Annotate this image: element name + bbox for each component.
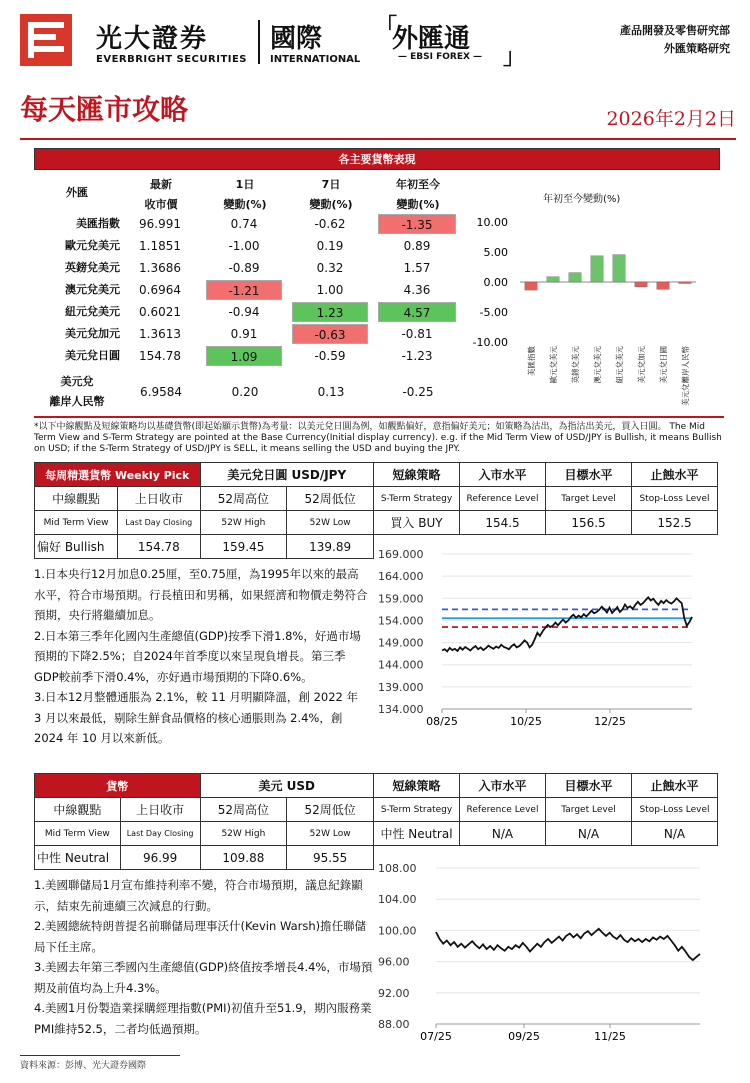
value-cell: 6.9584 bbox=[140, 385, 182, 399]
view-value: 偏好 Bullish bbox=[35, 535, 118, 559]
x-tick-label: 08/25 bbox=[426, 715, 458, 728]
x-tick-label: 美元兌離岸人民幣 bbox=[681, 346, 690, 406]
usdjpy-line-chart bbox=[374, 544, 714, 734]
low-header-en: 52W Low bbox=[287, 822, 374, 846]
commentary-point: 3.日本12月整體通脹為 2.1%，較 11 月明顯降溫，創 2022 年 3 月以來最低，剔除生鮮食品價格的核心通脹則為 2.4%，創2024 年 10 月以來新低。 bbox=[34, 690, 358, 745]
bar bbox=[635, 282, 647, 287]
stop-header-en: Stop-Loss Level bbox=[632, 487, 718, 511]
value-cell: 0.32 bbox=[316, 261, 344, 275]
view-header-en: Mid Term View bbox=[35, 822, 121, 846]
bar bbox=[679, 282, 691, 284]
currency-name: 美匯指數 bbox=[76, 217, 120, 230]
y-tick-label: 154.000 bbox=[378, 614, 424, 628]
value-cell: 1.23 bbox=[292, 302, 368, 322]
disclaimer-note: *以下中線觀點及短線策略均以基礎貨幣(即起始顯示貨幣)為考量：以美元兌日圓為例，如觀點偏好，意指偏好美元；如策略為沽出，為指沽出美元，買入日圓。 The Mid Term View and S-Term Strategy are pointed at the Base Currency(Initial display currency). e.g. if the Mid Term View of USD/JPY is Bullish, it means Bullish on USD; if the S-Term Strategy of USD/JPY is SELL, it means selling the USD and buying the JPY. bbox=[34, 422, 722, 454]
y-tick-label: -5.00 bbox=[479, 306, 508, 319]
performance-row bbox=[34, 280, 464, 300]
pick-currency-pair: 美元兌日圓 USD/JPY bbox=[200, 463, 374, 487]
view-value: 中性 Neutral bbox=[35, 846, 121, 870]
commentary-point: 1.日本央行12月加息0.25厘，至0.75厘，為1995年以來的最高水平，符合市場預期。行長植田和男稱，如果經濟和物價走勢符合預期，央行將繼續加息。 bbox=[34, 567, 368, 622]
everbright-logo-icon bbox=[20, 14, 72, 66]
strategy-header-en: S-Term Strategy bbox=[374, 487, 460, 511]
high-header-en: 52W High bbox=[200, 511, 287, 535]
bar bbox=[591, 256, 603, 282]
value-cell: 0.13 bbox=[317, 385, 345, 399]
data-source: 資料來源：彭博、光大證券國際 bbox=[20, 1061, 147, 1071]
y-tick-label: 149.000 bbox=[378, 636, 424, 650]
last-header-en: Last Day Closing bbox=[118, 511, 200, 535]
bar bbox=[657, 282, 669, 289]
brand-name-en: EVERBRIGHT SECURITIES bbox=[96, 54, 248, 65]
view-header: 中線觀點 bbox=[35, 487, 118, 511]
view-header-en: Mid Term View bbox=[35, 511, 118, 535]
report-date: 2026年2月2日 bbox=[606, 108, 736, 130]
strategy-value: 中性 Neutral bbox=[374, 822, 460, 846]
col-7d-sub: 變動(%) bbox=[309, 198, 353, 211]
ytd-chart-title: 年初至今變動(%) bbox=[543, 194, 621, 205]
last-header-en: Last Day Closing bbox=[120, 822, 200, 846]
x-tick-label: 美元兌日圓 bbox=[659, 346, 668, 384]
currency-name: 美元兌日圓 bbox=[65, 349, 120, 362]
strategy-header-en: S-Term Strategy bbox=[374, 798, 460, 822]
bracket-left: 「 bbox=[375, 15, 398, 40]
strategy-value: 買入 BUY bbox=[374, 511, 460, 535]
value-cell: 0.19 bbox=[316, 239, 344, 253]
value-cell: -0.94 bbox=[228, 305, 260, 319]
stop-value: 152.5 bbox=[632, 511, 718, 535]
y-tick-label: 0.00 bbox=[483, 276, 508, 289]
low-value: 95.55 bbox=[287, 846, 374, 870]
value-cell: 1.3686 bbox=[139, 261, 181, 275]
x-tick-label: 紐元兌美元 bbox=[615, 346, 624, 384]
entry-value: N/A bbox=[460, 822, 546, 846]
entry-header-en: Reference Level bbox=[460, 487, 546, 511]
value-cell: 1.09 bbox=[206, 346, 282, 366]
ytd-bar-chart bbox=[470, 206, 700, 410]
x-tick-label: 07/25 bbox=[420, 1030, 452, 1043]
value-cell: 4.36 bbox=[403, 283, 431, 297]
col-1d: 1日 bbox=[235, 178, 255, 191]
stop-value: N/A bbox=[632, 822, 718, 846]
intl-label: 國際 bbox=[270, 24, 323, 54]
stop-header-en: Stop-Loss Level bbox=[632, 798, 718, 822]
y-tick-label: 169.000 bbox=[378, 548, 424, 561]
page-title: 每天匯市攻略 bbox=[20, 93, 189, 126]
y-tick-label: 104.00 bbox=[378, 893, 417, 907]
value-cell: 96.991 bbox=[139, 217, 181, 231]
currency-name: 澳元兌美元 bbox=[65, 283, 120, 296]
entry-header-en: Reference Level bbox=[460, 798, 546, 822]
x-tick-label: 10/25 bbox=[510, 715, 542, 728]
x-tick-label: 11/25 bbox=[594, 1030, 626, 1043]
bar bbox=[569, 273, 581, 282]
department-subtitle: 外匯策略研究 bbox=[664, 42, 730, 55]
value-cell: 0.20 bbox=[231, 385, 259, 399]
value-cell: 0.89 bbox=[403, 239, 431, 253]
y-tick-label: 96.00 bbox=[378, 955, 410, 969]
bar bbox=[525, 282, 537, 290]
high-header-en: 52W High bbox=[200, 822, 287, 846]
currency-name: 英鎊兌美元 bbox=[65, 261, 120, 274]
x-tick-label: 09/25 bbox=[508, 1030, 540, 1043]
usd-index-line-chart bbox=[374, 856, 714, 1050]
stop-header: 止蝕水平 bbox=[632, 463, 718, 487]
col-latest-sub: 收市價 bbox=[144, 198, 178, 211]
last-value: 154.78 bbox=[118, 535, 200, 559]
weekly-pick-label: 每周精選貨幣 Weekly Pick bbox=[35, 463, 201, 487]
bracket-right: 」 bbox=[503, 45, 526, 70]
usd-currency: 美元 USD bbox=[200, 774, 373, 798]
value-cell: -0.62 bbox=[314, 217, 346, 231]
price-line bbox=[442, 597, 692, 651]
low-value: 139.89 bbox=[287, 535, 374, 559]
price-line bbox=[436, 929, 700, 960]
commentary-point: 3.美國去年第三季國內生產總值(GDP)終值按季增長4.4%，市場預期及前值均為上升4.3%。 bbox=[34, 960, 373, 995]
performance-row bbox=[34, 236, 464, 256]
value-cell: -0.25 bbox=[402, 385, 434, 399]
y-tick-label: 88.00 bbox=[378, 1018, 410, 1031]
pick1-commentary bbox=[34, 564, 368, 749]
department-name: 產品開發及零售研究部 bbox=[620, 24, 730, 37]
forex-product-name: 外匯通 bbox=[392, 24, 471, 54]
low-header-en: 52W Low bbox=[287, 511, 374, 535]
performance-header: 各主要貨幣表現 bbox=[34, 148, 720, 170]
target-header: 目標水平 bbox=[546, 463, 632, 487]
commentary-point: 4.美國1月份製造業採購經理指數(PMI)初值升至51.9，期內服務業PMI維持52.5，二者均低過預期。 bbox=[34, 1001, 372, 1036]
target-value: N/A bbox=[546, 822, 632, 846]
y-tick-label: 5.00 bbox=[483, 246, 508, 259]
target-header: 目標水平 bbox=[546, 774, 632, 798]
target-header-en: Target Level bbox=[546, 487, 632, 511]
value-cell: 1.1851 bbox=[139, 239, 181, 253]
last-header: 上日收市 bbox=[118, 487, 200, 511]
y-tick-label: 164.000 bbox=[378, 570, 424, 584]
value-cell: -1.35 bbox=[378, 214, 456, 234]
bar bbox=[547, 277, 559, 282]
y-tick-label: 100.00 bbox=[378, 924, 417, 938]
y-tick-label: 134.000 bbox=[378, 703, 424, 716]
value-cell: 1.3613 bbox=[139, 327, 181, 341]
value-cell: -1.21 bbox=[206, 280, 282, 300]
high-header: 52周高位 bbox=[200, 798, 287, 822]
strategy-header: 短線策略 bbox=[374, 463, 460, 487]
footer-rule bbox=[20, 1055, 180, 1056]
intl-label-en: INTERNATIONAL bbox=[270, 54, 361, 65]
currency-name: 歐元兌美元 bbox=[65, 239, 120, 252]
currency-label: 貨幣 bbox=[35, 774, 201, 798]
y-tick-label: 92.00 bbox=[378, 986, 410, 1000]
value-cell: -1.23 bbox=[401, 349, 433, 363]
value-cell: 0.6021 bbox=[139, 305, 181, 319]
value-cell: 0.74 bbox=[230, 217, 258, 231]
value-cell: -0.81 bbox=[401, 327, 433, 341]
entry-header: 入市水平 bbox=[460, 774, 546, 798]
value-cell: -1.00 bbox=[228, 239, 260, 253]
low-header: 52周低位 bbox=[287, 798, 374, 822]
performance-row bbox=[34, 214, 464, 234]
target-header-en: Target Level bbox=[546, 798, 632, 822]
entry-value: 154.5 bbox=[460, 511, 546, 535]
col-ytd: 年初至今 bbox=[396, 178, 440, 191]
col-7d: 7日 bbox=[321, 178, 341, 191]
section-divider bbox=[34, 416, 724, 418]
performance-row bbox=[34, 324, 464, 344]
performance-table bbox=[34, 172, 464, 412]
commentary-point: 2.日本第三季年化國內生產總值(GDP)按季下滑1.8%，好過市場預期的下降2.5%；自2024年首季度以來呈現負增長。第三季GDP較前季下滑0.4%，亦好過市場預期的下降0.6%。 bbox=[34, 628, 361, 684]
target-value: 156.5 bbox=[546, 511, 632, 535]
performance-row bbox=[34, 258, 464, 278]
y-tick-label: 108.00 bbox=[378, 862, 417, 875]
value-cell: 154.78 bbox=[139, 349, 181, 363]
forex-product-name-en: — EBSI FOREX — bbox=[398, 52, 483, 62]
value-cell: 1.00 bbox=[316, 283, 344, 297]
last-value: 96.99 bbox=[120, 846, 200, 870]
x-tick-label: 美匯指數 bbox=[527, 346, 536, 376]
pick2-commentary bbox=[34, 875, 374, 1039]
header-divider bbox=[258, 20, 260, 64]
value-cell: -0.63 bbox=[292, 324, 368, 344]
brand-name: 光大證券 bbox=[96, 24, 209, 54]
value-cell: 0.6964 bbox=[139, 283, 181, 297]
commentary-point: 2.美國總統特朗普提名前聯儲局理事沃什(Kevin Warsh)擔任聯儲局下任主席。 bbox=[34, 919, 367, 954]
x-tick-label: 澳元兌美元 bbox=[593, 346, 602, 384]
entry-header: 入市水平 bbox=[460, 463, 546, 487]
col-forex: 外匯 bbox=[66, 186, 88, 199]
value-cell: -0.89 bbox=[228, 261, 260, 275]
x-tick-label: 英鎊兌美元 bbox=[571, 346, 580, 384]
x-tick-label: 美元兌加元 bbox=[637, 346, 646, 384]
currency-name: 美元兌 離岸人民幣 bbox=[49, 375, 105, 408]
value-cell: 1.57 bbox=[403, 261, 431, 275]
y-tick-label: 10.00 bbox=[476, 216, 508, 229]
currency-name: 紐元兌美元 bbox=[65, 305, 120, 318]
col-latest: 最新 bbox=[150, 178, 172, 191]
performance-row bbox=[34, 346, 464, 366]
y-tick-label: 144.000 bbox=[378, 658, 424, 672]
value-cell: 4.57 bbox=[378, 302, 456, 322]
performance-row bbox=[34, 302, 464, 322]
x-tick-label: 12/25 bbox=[594, 715, 626, 728]
high-value: 159.45 bbox=[200, 535, 287, 559]
last-header: 上日收市 bbox=[120, 798, 200, 822]
performance-row bbox=[34, 372, 464, 412]
bar bbox=[613, 255, 625, 282]
stop-header: 止蝕水平 bbox=[632, 774, 718, 798]
currency-name: 美元兌加元 bbox=[65, 327, 120, 340]
col-ytd-sub: 變動(%) bbox=[396, 198, 440, 211]
high-header: 52周高位 bbox=[200, 487, 287, 511]
low-header: 52周低位 bbox=[287, 487, 374, 511]
col-1d-sub: 變動(%) bbox=[223, 198, 267, 211]
high-value: 109.88 bbox=[200, 846, 287, 870]
y-tick-label: 159.000 bbox=[378, 592, 424, 606]
strategy-header: 短線策略 bbox=[374, 774, 460, 798]
header-rule bbox=[20, 138, 736, 140]
view-header: 中線觀點 bbox=[35, 798, 121, 822]
y-tick-label: -10.00 bbox=[472, 336, 508, 349]
y-tick-label: 139.000 bbox=[378, 680, 424, 694]
value-cell: 0.91 bbox=[230, 327, 258, 341]
x-tick-label: 歐元兌美元 bbox=[549, 346, 558, 384]
commentary-point: 1.美國聯儲局1月宣布維持利率不變，符合市場預期，議息紀錄顯示，結束先前連續三次減息的行動。 bbox=[34, 878, 363, 913]
value-cell: -0.59 bbox=[314, 349, 346, 363]
